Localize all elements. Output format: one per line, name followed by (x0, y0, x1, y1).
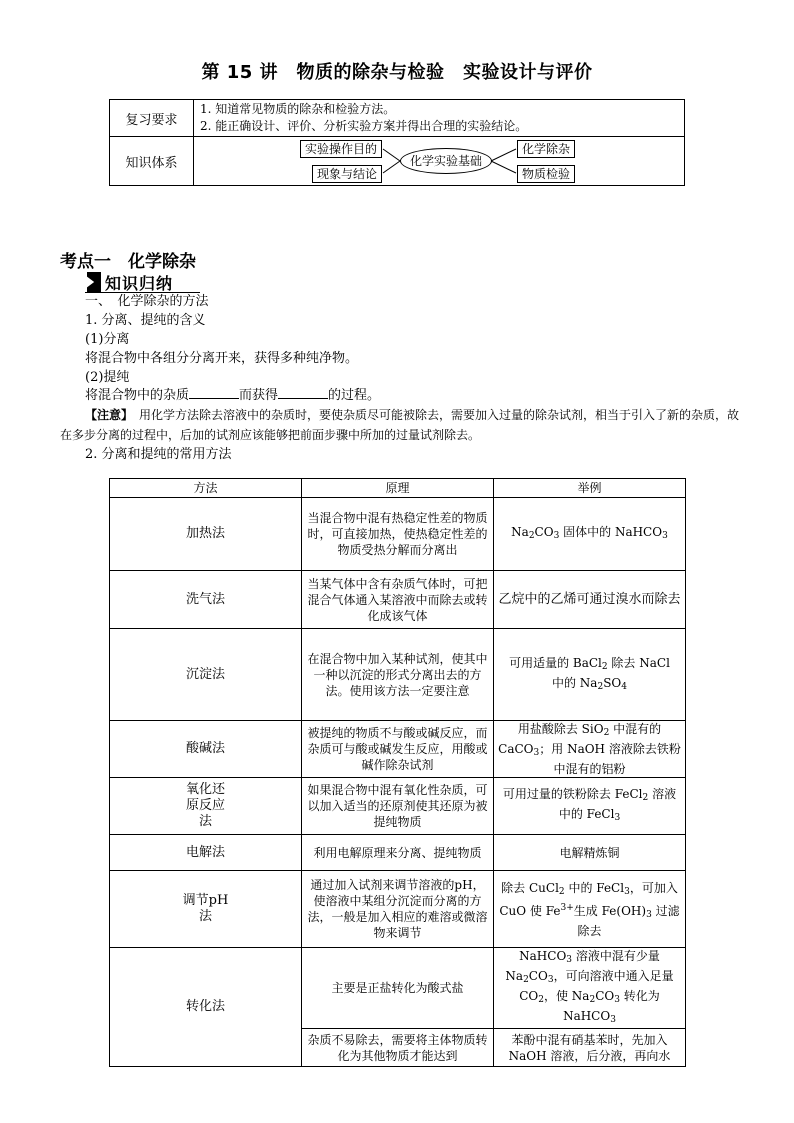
requirements-label: 复习要求 (110, 100, 194, 137)
table-row: 氧化还原反应法 如果混合物中混有氧化性杂质，可以加入适当的还原剂使其还原为被提纯物质 可用过量的铁粉除去 FeCl$_2$ 溶液中的 FeCl$_3$ (110, 778, 686, 835)
example-cell: 除去 CuCl$_2$ 中的 FeCl$_3$，可加入 CuO 使 $Fe^{3+}$生成 $Fe(OH)_3$ 过滤除去 (494, 871, 686, 948)
separation-text: 将混合物中各组分分离开来，获得多种纯净物。 (85, 351, 359, 366)
subheading-separation: (1)分离 (85, 332, 130, 347)
table-header-row (110, 479, 686, 498)
badge-text: 知识归纳 (105, 274, 174, 293)
knowledge-diagram (194, 138, 684, 184)
table-row: 洗气法 当某气体中含有杂质气体时，可把混合气体通入某溶液中而除去或转化成该气体 乙烷中的乙烯可通过溴水而除去 (110, 571, 686, 629)
section-title: 考点一 化学除杂 (60, 252, 196, 272)
example-cell: 可用过量的铁粉除去 FeCl$_2$ 溶液中的 FeCl$_3$ (494, 778, 686, 835)
box-experiment-purpose: 实验操作目的 (300, 140, 382, 158)
note-label: 【注意】 (85, 408, 128, 422)
requirement-item: 1. 知道常见物质的除杂和检验方法。 (200, 102, 396, 116)
table-row: 转化法 主要是正盐转化为酸式盐 NaHCO$_3$ 溶液中混有少量 $Na_2CO_3$，可向溶液中通入足量 $CO_2$，使 $Na_2CO_3$ 转化为 NaHCO$_3$ (110, 948, 686, 1029)
example-cell: NaHCO$_3$ 溶液中混有少量 $Na_2CO_3$，可向溶液中通入足量 $CO_2$，使 $Na_2CO_3$ 转化为 NaHCO$_3$ (494, 948, 686, 1029)
heading-methods: 一、 化学除杂的方法 (85, 294, 209, 309)
example-cell: 用盐酸除去 SiO$_2$ 中混有的 CaCO$_3$；用 NaOH 溶液除去铁粉中混有的铝粉 (494, 721, 686, 778)
table-row: 调节pH 法 通过加入试剂来调节溶液的pH，使溶液中某组分沉淀而分离的方法，一般是加入相应的难溶或微溶物来调节 除去 CuCl$_2$ 中的 FeCl$_3$，可加入 CuO 使 $Fe^{3+}$生成 $Fe(OH)_3$ 过滤除去 (110, 871, 686, 948)
header-example: 举例 (494, 479, 686, 498)
knowledge-diagram-cell (194, 137, 685, 186)
table-row: 酸碱法 被提纯的物质不与酸或碱反应，而杂质可与酸或碱发生反应，用酸或碱作除杂试剂 用盐酸除去 SiO$_2$ 中混有的 CaCO$_3$；用 NaOH 溶液除去铁粉中混有的铝粉 (110, 721, 686, 778)
heading-meaning: 1. 分离、提纯的含义 (85, 313, 206, 328)
example-cell: $Na_2CO_3$ 固体中的 NaHCO$_3$ (494, 498, 686, 571)
example-cell: 可用适量的 BaCl$_2$ 除去 NaCl 中的 $Na_2SO_4$ (494, 629, 686, 721)
table-row: 电解法 利用电解原理来分离、提纯物质 电解精炼铜 (110, 835, 686, 871)
requirements-content (194, 100, 685, 137)
heading-common-methods: 2. 分离和提纯的常用方法 (85, 447, 232, 462)
box-chemical-removal: 化学除杂 (517, 140, 575, 158)
arrow-icon (87, 277, 94, 288)
review-table (109, 99, 685, 186)
requirement-item: 2. 能正确设计、评价、分析实验方案并得出合理的实验结论。 (200, 119, 528, 133)
page-title: 第 15 讲 物质的除杂与检验 实验设计与评价 (201, 62, 593, 83)
box-substance-test: 物质检验 (517, 165, 575, 183)
subheading-purification: (2)提纯 (85, 370, 130, 385)
fill-blank[interactable] (278, 386, 328, 399)
note-paragraph (60, 405, 740, 445)
table-row: 杂质不易除去，需要将主体物质转化为其他物质才能达到 苯酚中混有硝基苯时，先加入 NaOH 溶液，后分液，再向水 (110, 1029, 686, 1067)
purification-text: 将混合物中的杂质 而获得 的过程。 (85, 388, 381, 403)
header-principle: 原理 (302, 479, 494, 498)
box-phenomenon-conclusion: 现象与结论 (312, 165, 382, 183)
center-oval: 化学实验基础 (400, 148, 492, 174)
fill-blank[interactable] (189, 386, 239, 399)
methods-table (109, 478, 686, 1067)
knowledge-label: 知识体系 (110, 137, 194, 186)
header-method: 方法 (110, 479, 302, 498)
note-text: 用化学方法除去溶液中的杂质时，要使杂质尽可能被除去，需要加入过量的除杂试剂，相当于引入了新的杂质，故在多步分离的过程中，后加的试剂应该能够把前面步骤中所加的过量试剂除去。 (60, 408, 740, 442)
table-row: 沉淀法 在混合物中加入某种试剂，使其中一种以沉淀的形式分离出去的方法。使用该方法一定要注意 可用适量的 BaCl$_2$ 除去 NaCl 中的 $Na_2SO_4$ (110, 629, 686, 721)
knowledge-badge (85, 272, 215, 292)
example-cell: 苯酚中混有硝基苯时，先加入 NaOH 溶液，后分液，再向水 (494, 1029, 686, 1067)
table-row: 加热法 当混合物中混有热稳定性差的物质时，可直接加热，使热稳定性差的物质受热分解而分离出 $Na_2CO_3$ 固体中的 NaHCO$_3$ (110, 498, 686, 571)
